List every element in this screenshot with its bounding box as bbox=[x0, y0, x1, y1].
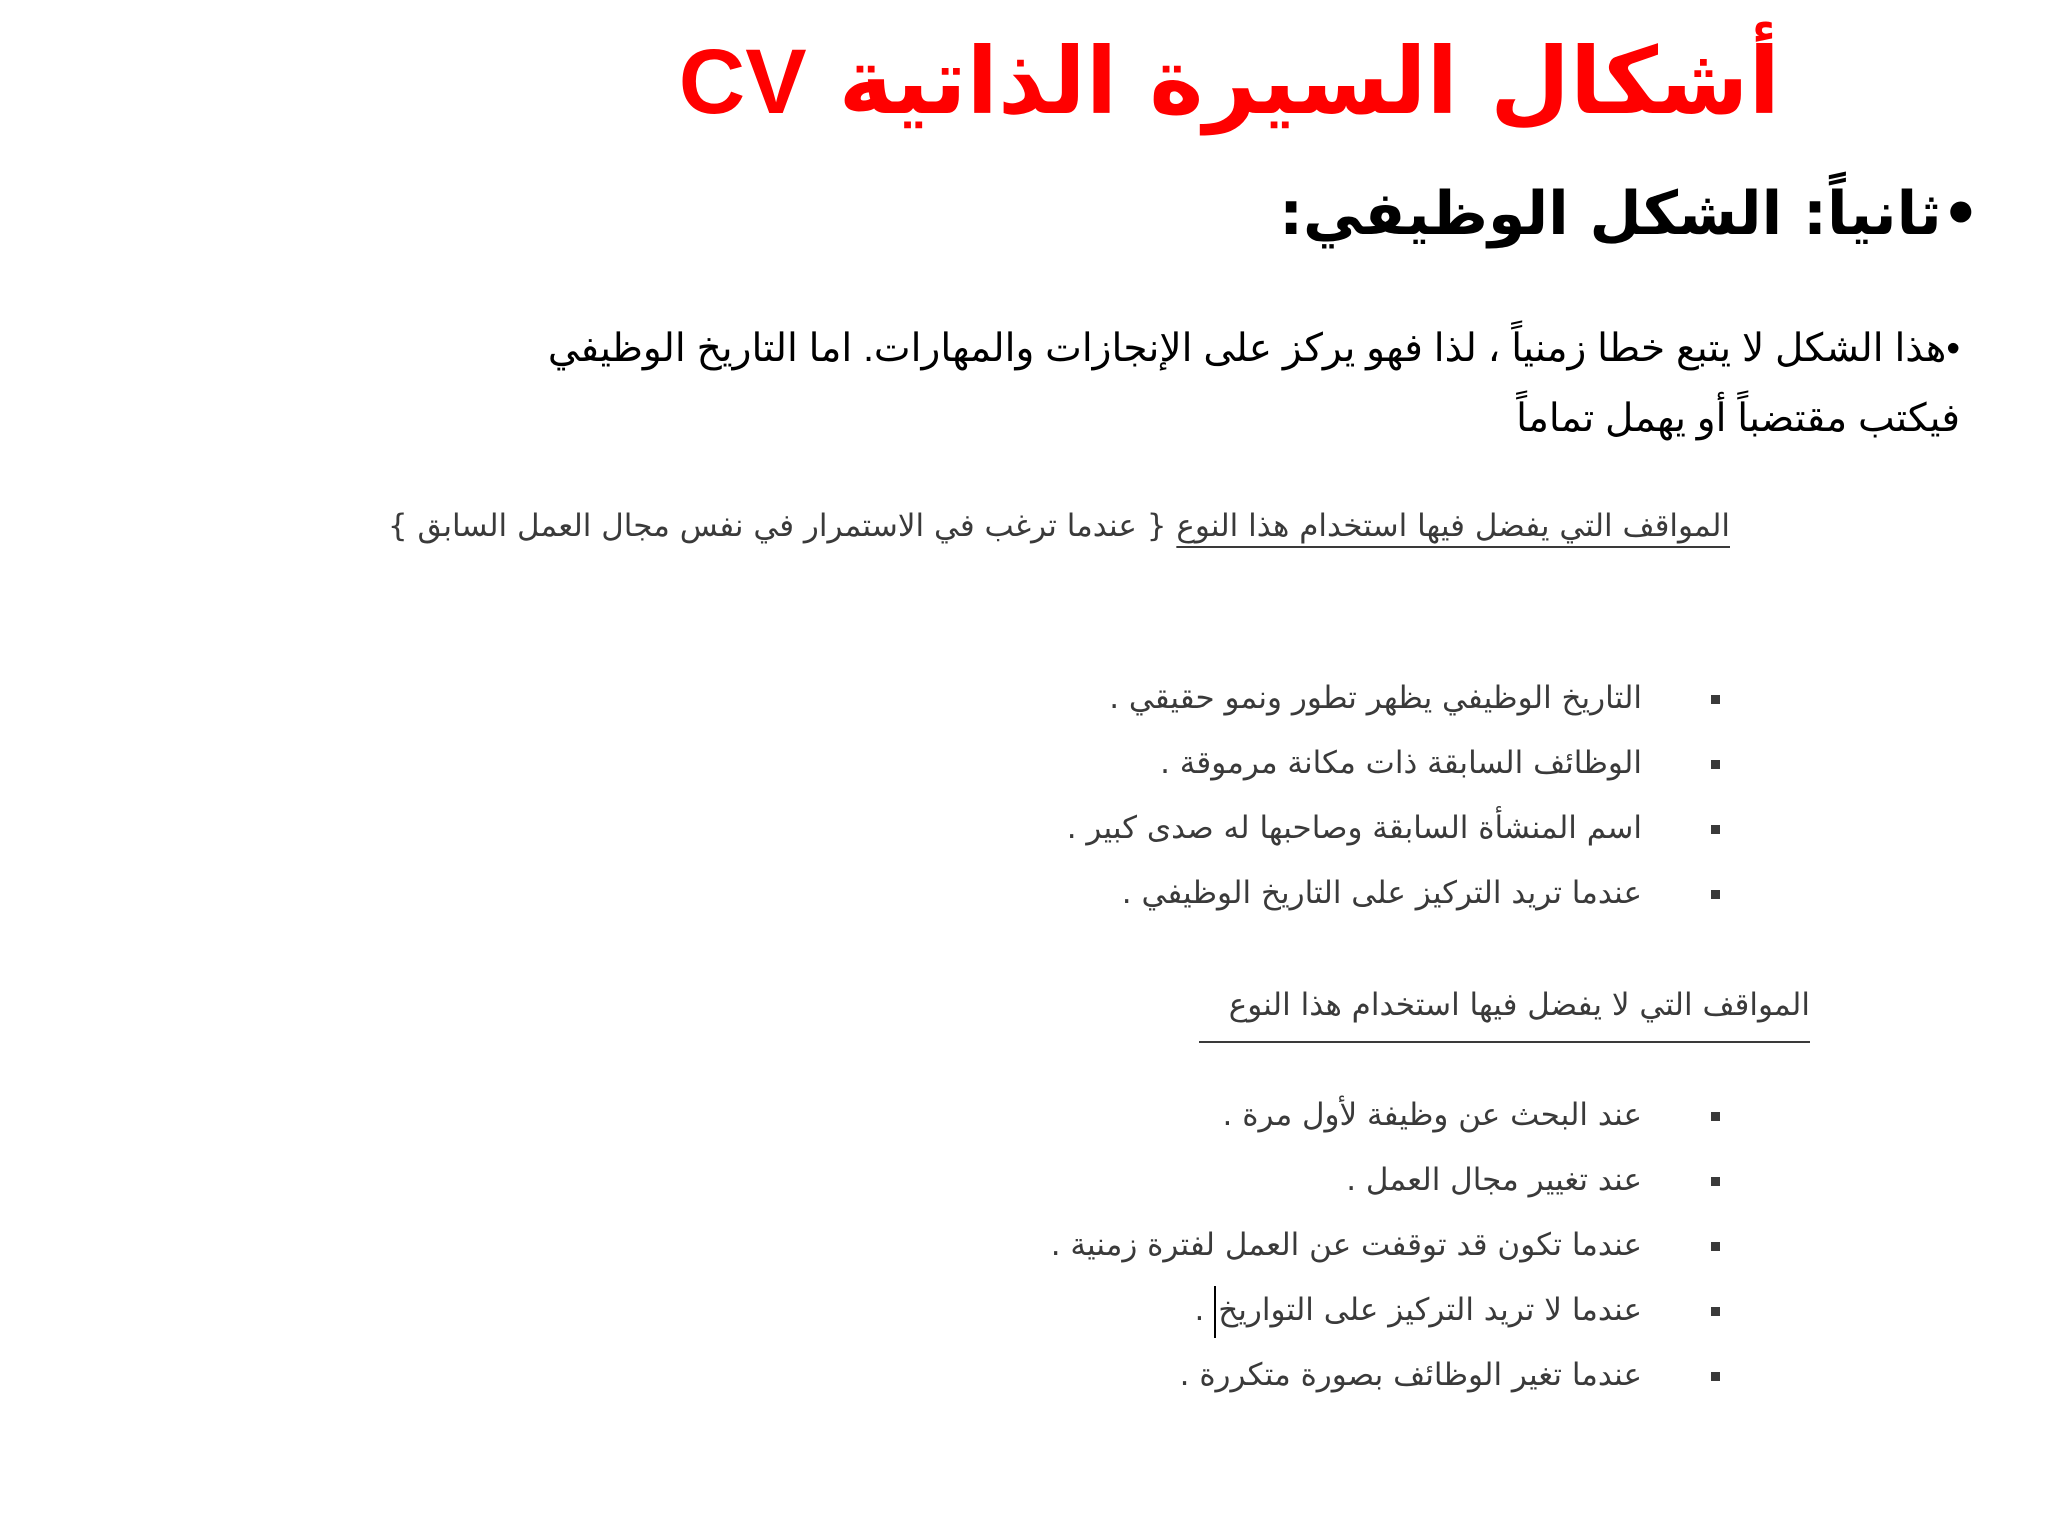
square-bullet-icon bbox=[1711, 1177, 1720, 1186]
not-preferred-heading bbox=[990, 975, 1810, 1043]
preferred-heading-underlined: المواقف التي يفضل فيها استخدام هذا النوع bbox=[1176, 508, 1730, 544]
list-item-text: عندما لا تريد التركيز على التواريخ bbox=[1218, 1292, 1642, 1328]
list-item: عندما تكون قد توقفت عن العمل لفترة زمنية . bbox=[700, 1213, 1720, 1278]
intro-paragraph bbox=[280, 314, 1960, 454]
list-item: التاريخ الوظيفي يظهر تطور ونمو حقيقي . bbox=[700, 666, 1720, 731]
square-bullet-icon bbox=[1711, 1307, 1720, 1316]
list-item-suffix: . bbox=[1194, 1292, 1215, 1328]
title-cv: CV bbox=[678, 31, 807, 133]
list-item: عند البحث عن وظيفة لأول مرة . bbox=[700, 1083, 1720, 1148]
square-bullet-icon bbox=[1711, 1372, 1720, 1381]
square-bullet-icon bbox=[1711, 760, 1720, 769]
list-item: اسم المنشأة السابقة وصاحبها له صدى كبير . bbox=[700, 796, 1720, 861]
square-bullet-icon bbox=[1711, 695, 1720, 704]
intro-line-1: •هذا الشكل لا يتبع خطا زمنياً ، لذا فهو يركز على الإنجازات والمهارات. اما التاريخ الوظيفي bbox=[547, 327, 1960, 370]
not-preferred-list bbox=[700, 1083, 1720, 1408]
list-item: الوظائف السابقة ذات مكانة مرموقة . bbox=[700, 731, 1720, 796]
section-subtitle: •ثانياً: الشكل الوظيفي: bbox=[1279, 179, 1980, 249]
text-cursor-icon bbox=[1214, 1286, 1216, 1338]
preferred-list bbox=[700, 666, 1720, 926]
square-bullet-icon bbox=[1711, 1242, 1720, 1251]
intro-line-2: فيكتب مقتضباً أو يهمل تماماً bbox=[1516, 397, 1960, 440]
list-item bbox=[700, 1278, 1720, 1343]
square-bullet-icon bbox=[1711, 825, 1720, 834]
square-bullet-icon bbox=[1711, 1112, 1720, 1121]
list-item: عند تغيير مجال العمل . bbox=[700, 1148, 1720, 1213]
list-item: عندما تريد التركيز على التاريخ الوظيفي . bbox=[700, 861, 1720, 926]
square-bullet-icon bbox=[1711, 890, 1720, 899]
preferred-heading bbox=[300, 490, 1730, 562]
not-preferred-heading-text: المواقف التي لا يفضل فيها استخدام هذا النوع bbox=[1199, 975, 1810, 1043]
page-title bbox=[678, 22, 1780, 142]
preferred-heading-note: { عندما ترغب في الاستمرار في نفس مجال العمل السابق } bbox=[387, 508, 1177, 544]
title-arabic: أشكال السيرة الذاتية bbox=[838, 28, 1780, 135]
list-item: عندما تغير الوظائف بصورة متكررة . bbox=[700, 1343, 1720, 1408]
